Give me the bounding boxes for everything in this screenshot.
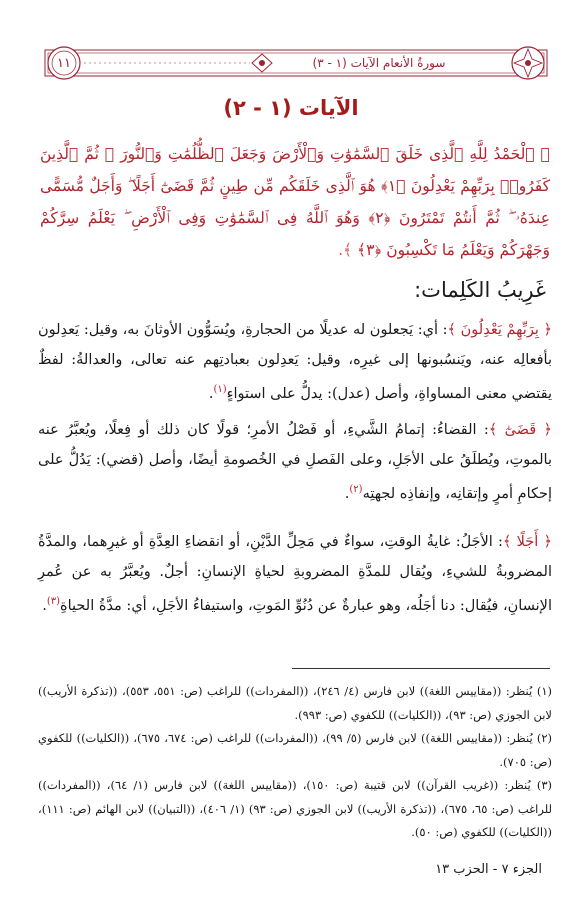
footnote-2: (٢) يُنظر: ((مقاييس اللغة)) لابن فارس (٥/ ٩٩)، ((المفردات)) للراغب (ص: ٦٧٤، ٦٧٥)، ((الكليات)) للكفوي (ص: ٧٠٥). bbox=[38, 731, 552, 769]
vocab-entry-qada: ﴿ قَضَىٰٓ ﴾: القضاءُ: إتمامُ الشَّيءِ، أو فَصْلُ الأمرِ؛ قولًا كان ذلك أو فِعلًا، ويُعبَّرُ عنه بالموتِ، ويُطلَقُ على الأجَلِ، وعلى الفَصلِ في الخُصومةِ أيضًا، وأصل (قضي): يَدُلُّ على إحكامِ أمرٍ وإتقانِه، وإنفاذِه لجهتِه$^{(٢)}$. bbox=[38, 422, 552, 502]
footnote-ref[interactable]: (٣) bbox=[46, 596, 61, 607]
vocabulary-heading: غَرِيبُ الكَلِمات: bbox=[414, 278, 546, 302]
footnote-3: (٣) يُنظر: ((غريب القرآن)) لابن قتيبة (ص: ١٥٠)، ((مقاييس اللغة)) لابن فارس (١/ ٦٤)، ((المفردات)) للراغب (ص: ٦٥، ٦٧٥)، ((تذكرة الأريب)) لابن الجوزي (ص: ٩٣) (١/ ٤٠٦)، ((التبيان)) لابن الهائم (ص: ١١١)، ((الكليات)) للكفوي (ص: ٥٠). bbox=[38, 778, 553, 839]
verse-1-text: ﴿ ٱلْحَمْدُ لِلَّهِ ٱلَّذِى خَلَقَ ٱلسَّمَٰوَٰتِ وَٱلْأَرْضَ وَجَعَلَ ٱلظُّلُمَٰتِ وَٱلنُّورَ ۖ ثُمَّ ٱلَّذِينَ كَفَرُوا۟ بِرَبِّهِمْ يَعْدِلُونَ bbox=[40, 145, 551, 195]
vocab-definition: : الأجَلُ: غايةُ الوقتِ، سواءٌ في مَحِلِّ الدَّيْنِ، أو انقضاءِ العِدَّةِ أو غيرِهما، والمدَّةُ المضروبةُ للشيءِ، ويُقال للمدَّةِ المضروبةِ لحياةِ الإنسانِ: أجلٌ. ويُعبَّرُ به عن عُمرِ الإنسانِ، فيُقال: دنا أجَلُه، وهو عبارةٌ عن دُنُوِّ المَوتِ، واستيفاءُ الأجَلِ، أي: مدَّةُ الحياةِ bbox=[38, 534, 552, 614]
verse-2-number: ﴿٢﴾ bbox=[368, 209, 391, 227]
verse-3-text: وَهُوَ ٱللَّهُ فِى ٱلسَّمَٰوَٰتِ وَفِى ٱلْأَرْضِ ۖ يَعْلَمُ سِرَّكُمْ وَجَهْرَكُمْ وَيَعْلَمُ مَا تَكْسِبُونَ bbox=[40, 209, 550, 259]
quran-verses bbox=[40, 138, 550, 266]
vocab-term: ﴿ قَضَىٰٓ ﴾ bbox=[488, 422, 552, 438]
page-header bbox=[44, 44, 548, 82]
verse-1-number: ﴿١﴾ bbox=[381, 177, 406, 195]
verse-3-number: ﴿٣﴾ bbox=[357, 241, 382, 259]
verse-2-text: هُوَ ٱلَّذِى خَلَقَكُم مِّن طِينٍ ثُمَّ قَضَىٰٓ أَجَلًا ۖ وَأَجَلٌ مُّسَمًّى عِندَهُۥ ۖ ثُمَّ أَنتُمْ تَمْتَرُونَ bbox=[40, 177, 550, 227]
vocab-entry-yadilun: ﴿ بِرَبِّهِمْ يَعْدِلُونَ ﴾: أي: يَجعلون له عديلًا من الحجارةِ، ويُسَوُّون الأوثانَ به، وقيل: يَعدِلون بأفعالِه عنه، ويَنسُبونها إلى غيرِه، وقيل: يَعدِلون بعبادتِهم عنه تعالى، والعدالةُ: لفظٌ يقتضي معنى المساواةِ، وأصل (عدل): يدلُّ على استواءٍ$^{(١)}$. bbox=[38, 322, 552, 402]
vocab-term: ﴿ أَجَلًا ﴾ bbox=[502, 534, 552, 550]
vocab-definition: : القضاءُ: إتمامُ الشَّيءِ، أو فَصْلُ الأمرِ؛ قولًا كان ذلك أو فِعلًا، ويُعبَّرُ عنه بالموتِ، ويُطلَقُ على الأجَلِ، وعلى الفَصلِ في الخُصومةِ أيضًا، وأصل (قضي): يَدُلُّ على إحكامِ أمرٍ وإتقانِه، وإنفاذِه لجهتِه bbox=[38, 422, 552, 502]
footnote-ref[interactable]: (٢) bbox=[349, 484, 363, 495]
page-number: ١١ bbox=[57, 55, 71, 71]
footnotes bbox=[38, 680, 552, 845]
vocab-term: ﴿ بِرَبِّهِمْ يَعْدِلُونَ ﴾ bbox=[447, 322, 552, 338]
center-divider-ornament-icon bbox=[84, 54, 272, 72]
running-title: سورةُ الأنعام الآيات (١ - ٣) bbox=[312, 56, 446, 70]
right-rosette-icon bbox=[512, 47, 544, 79]
footnote-divider bbox=[292, 668, 550, 669]
vocab-entry-ajal: ﴿ أَجَلًا ﴾: الأجَلُ: غايةُ الوقتِ، سواءٌ في مَحِلِّ الدَّيْنِ، أو انقضاءِ العِدَّةِ أو غيرِهما، والمدَّةُ المضروبةُ للشيءِ، ويُقال للمدَّةِ المضروبةِ لحياةِ الإنسانِ: أجلٌ. ويُعبَّرُ به عن عُمرِ الإنسانِ، فيُقال: دنا أجَلُه، وهو عبارةٌ عن دُنُوِّ المَوتِ، واستيفاءُ الأجَلِ، أي: مدَّةُ الحياةِ$^{(٣)}$. bbox=[38, 534, 552, 614]
vocab-definition: : أي: يَجعلون له عديلًا من الحجارةِ، ويُسَوُّون الأوثانَ به، وقيل: يَعدِلون بأفعالِه عنه، ويَنسُبونها إلى غيرِه، وقيل: يَعدِلون بعبادتِهم عنه تعالى، والعدالةُ: لفظٌ يقتضي معنى المساواةِ، وأصل (عدل): يدلُّ على استواءٍ bbox=[38, 322, 552, 402]
footnote-ref[interactable]: (١) bbox=[213, 384, 227, 395]
section-title: الآيات (١ - ٢) bbox=[223, 96, 359, 120]
page-footer: الجزء ٧ - الحزب ١٣ bbox=[435, 862, 542, 877]
verse-closing-bracket: ﴾. bbox=[338, 241, 358, 259]
footnote-1: (١) يُنظر: ((مقاييس اللغة)) لابن فارس (٤/ ٢٤٦)، ((المفردات)) للراغب (ص: ٥٥١، ٥٥٣)، ((تذكرة الأريب)) لابن الجوزي (ص: ٩٣)، ((الكليات)) للكفوي (ص: ٩٩٣). bbox=[38, 684, 552, 722]
